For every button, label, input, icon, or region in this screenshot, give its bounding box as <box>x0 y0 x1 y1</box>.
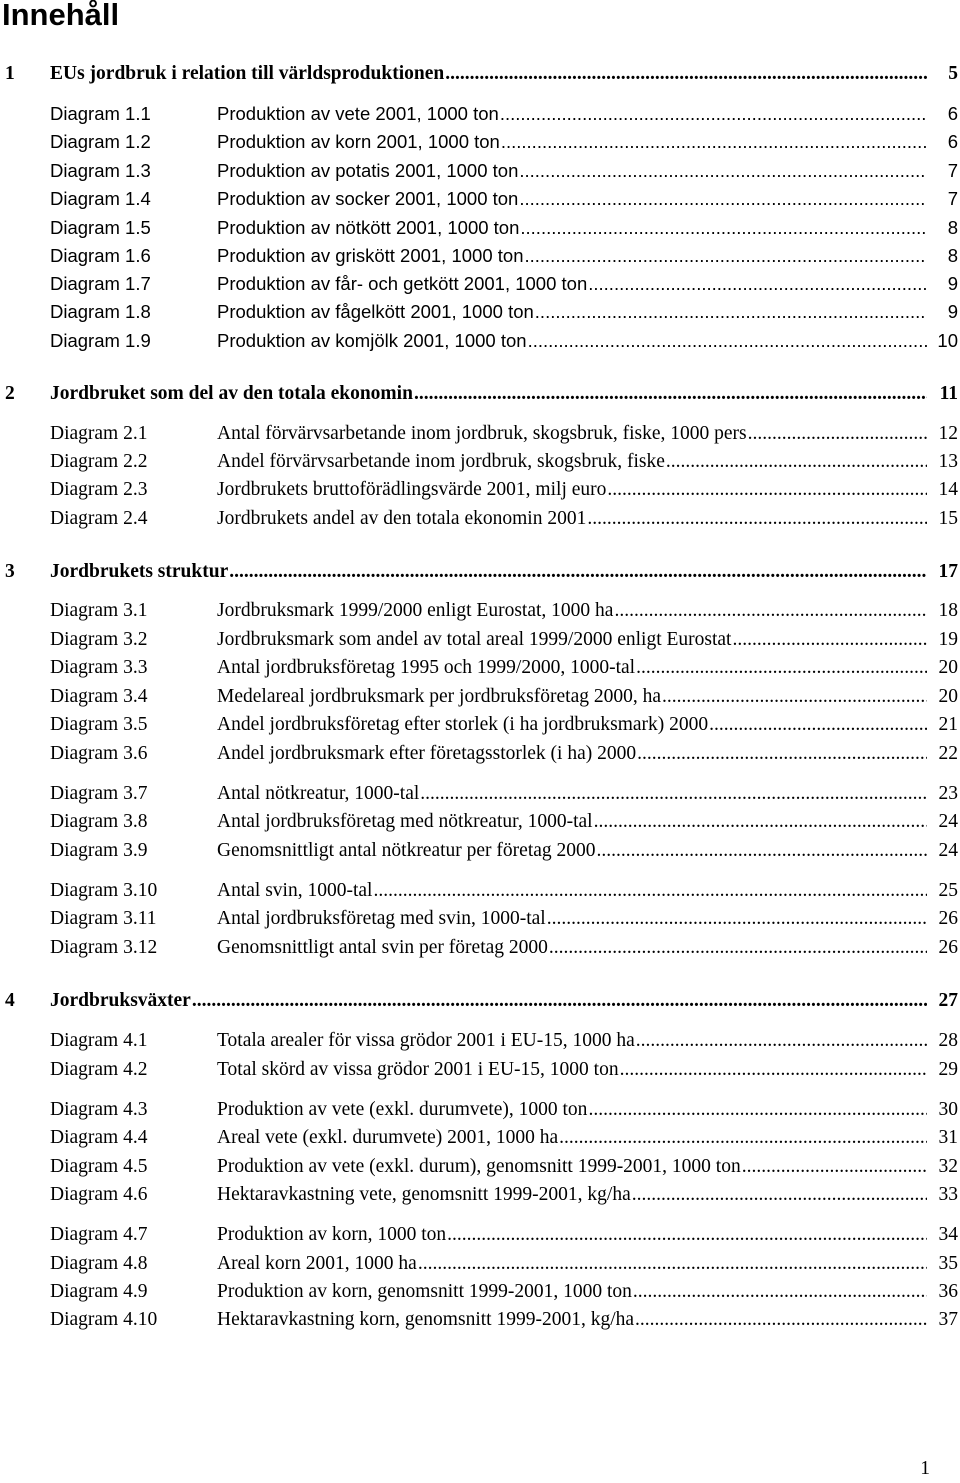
page-number: 34 <box>938 1224 958 1245</box>
diagram-title: Produktion av fågelkött 2001, 1000 ton <box>217 301 534 322</box>
dot-leader <box>229 558 927 586</box>
page-number: 33 <box>938 1184 958 1205</box>
page-title: Innehåll <box>2 0 120 32</box>
page-number: 29 <box>938 1059 958 1080</box>
entry-title-with-leader <box>217 740 927 768</box>
diagram-number: Diagram 1.5 <box>50 217 151 238</box>
entry-title-with-leader <box>217 711 927 739</box>
page-number: 27 <box>938 990 958 1011</box>
diagram-number: Diagram 3.10 <box>50 880 158 901</box>
dot-leader <box>373 877 927 905</box>
diagram-title: Areal korn 2001, 1000 ha <box>217 1253 417 1274</box>
diagram-title: Hektaravkastning vete, genomsnitt 1999-2001, kg/ha <box>217 1184 631 1205</box>
entry-title-with-leader <box>217 327 927 355</box>
diagram-number: Diagram 2.1 <box>50 423 148 444</box>
entry-title-with-leader <box>217 1056 927 1084</box>
diagram-title: Antal jordbruksföretag med svin, 1000-tal <box>217 908 546 929</box>
entry-title-with-leader <box>217 270 927 298</box>
diagram-title: Produktion av vete 2001, 1000 ton <box>217 103 499 124</box>
diagram-number: Diagram 4.10 <box>50 1309 158 1330</box>
entry-title-with-leader <box>217 420 927 448</box>
toc-diagram-entry[interactable] <box>0 654 960 682</box>
diagram-number: Diagram 3.3 <box>50 657 148 678</box>
page-number: 32 <box>938 1156 958 1177</box>
toc-section-entry[interactable] <box>0 987 960 1015</box>
diagram-title: Antal jordbruksföretag 1995 och 1999/2000, 1000-tal <box>217 657 636 678</box>
toc-diagram-entry[interactable] <box>0 1027 960 1055</box>
toc-diagram-entry[interactable] <box>0 185 960 213</box>
dot-leader <box>414 380 927 408</box>
diagram-number: Diagram 4.9 <box>50 1281 148 1302</box>
entry-title-with-leader <box>217 242 927 270</box>
diagram-number: Diagram 1.7 <box>50 273 151 294</box>
dot-leader <box>633 1278 927 1306</box>
page-number: 5 <box>948 63 958 84</box>
toc-diagram-entry[interactable] <box>0 808 960 836</box>
dot-leader <box>732 626 927 654</box>
dot-leader <box>447 1221 927 1249</box>
toc-diagram-entry[interactable] <box>0 157 960 185</box>
toc-diagram-entry[interactable] <box>0 1153 960 1181</box>
diagram-number: Diagram 3.9 <box>50 840 148 861</box>
dot-leader <box>528 327 927 355</box>
toc-diagram-entry[interactable] <box>0 448 960 476</box>
entry-title-with-leader <box>217 780 927 808</box>
section-number: 3 <box>5 561 15 582</box>
entry-title-with-leader <box>217 128 927 156</box>
diagram-number: Diagram 4.2 <box>50 1059 148 1080</box>
dot-leader <box>500 100 927 128</box>
diagram-title: Genomsnittligt antal nötkreatur per företag 2000 <box>217 840 596 861</box>
toc-diagram-entry[interactable] <box>0 740 960 768</box>
entry-title-with-leader <box>217 1278 927 1306</box>
diagram-number: Diagram 3.4 <box>50 686 148 707</box>
entry-title-with-leader <box>217 1096 927 1124</box>
entry-title-with-leader <box>217 837 927 865</box>
diagram-title: Produktion av korn, genomsnitt 1999-2001, 1000 ton <box>217 1281 632 1302</box>
dot-leader <box>748 420 927 448</box>
entry-title-with-leader <box>217 1221 927 1249</box>
diagram-number: Diagram 1.3 <box>50 160 151 181</box>
toc-diagram-entry[interactable] <box>0 780 960 808</box>
diagram-title: Produktion av vete (exkl. durumvete), 1000 ton <box>217 1099 588 1120</box>
diagram-title: Andel förvärvsarbetande inom jordbruk, skogsbruk, fiske <box>217 451 665 472</box>
footer-page-number: 1 <box>920 1458 930 1479</box>
dot-leader <box>620 1056 927 1084</box>
entry-title-with-leader <box>217 157 927 185</box>
dot-leader <box>519 157 927 185</box>
entry-title-with-leader <box>217 100 927 128</box>
toc-diagram-entry[interactable] <box>0 837 960 865</box>
toc-diagram-entry[interactable] <box>0 420 960 448</box>
dot-leader <box>594 808 927 836</box>
diagram-number: Diagram 4.5 <box>50 1156 148 1177</box>
dot-leader <box>535 298 927 326</box>
page-number: 15 <box>938 508 958 529</box>
diagram-title: Andel jordbruksmark efter företagsstorlek (i ha) 2000 <box>217 743 637 764</box>
entry-title-with-leader <box>217 1153 927 1181</box>
diagram-number: Diagram 1.8 <box>50 301 151 322</box>
diagram-number: Diagram 3.12 <box>50 937 158 958</box>
diagram-title: Produktion av korn 2001, 1000 ton <box>217 131 500 152</box>
toc-diagram-entry[interactable] <box>0 327 960 355</box>
toc-diagram-entry[interactable] <box>0 128 960 156</box>
diagram-title: Jordbruksmark 1999/2000 enligt Eurostat, 1000 ha <box>217 600 614 621</box>
toc-diagram-entry[interactable] <box>0 934 960 962</box>
diagram-number: Diagram 3.11 <box>50 908 157 929</box>
page-number: 26 <box>938 937 958 958</box>
toc-diagram-entry[interactable] <box>0 298 960 326</box>
dot-leader <box>520 214 927 242</box>
page-number: 31 <box>938 1127 958 1148</box>
entry-title-with-leader <box>217 1181 927 1209</box>
section-title: Jordbruket som del av den totala ekonomin <box>50 383 413 404</box>
diagram-number: Diagram 3.2 <box>50 629 148 650</box>
toc-diagram-entry[interactable] <box>0 1124 960 1152</box>
page-number: 30 <box>938 1099 958 1120</box>
dot-leader <box>549 934 927 962</box>
diagram-number: Diagram 3.7 <box>50 783 148 804</box>
diagram-title: Antal svin, 1000-tal <box>217 880 373 901</box>
page-number: 8 <box>947 217 958 238</box>
page-number: 13 <box>938 451 958 472</box>
dot-leader <box>192 987 927 1015</box>
diagram-number: Diagram 3.1 <box>50 600 148 621</box>
entry-title-with-leader <box>217 905 927 933</box>
diagram-number: Diagram 4.6 <box>50 1184 148 1205</box>
entry-title-with-leader <box>217 683 927 711</box>
dot-leader <box>587 505 927 533</box>
toc-diagram-entry[interactable] <box>0 1221 960 1249</box>
page-number: 24 <box>938 811 958 832</box>
page-number: 6 <box>947 131 958 152</box>
dot-leader <box>588 1096 927 1124</box>
page-number: 22 <box>938 743 958 764</box>
toc-diagram-entry[interactable] <box>0 505 960 533</box>
entry-title-with-leader <box>217 298 927 326</box>
entry-title-with-leader <box>50 380 927 408</box>
entry-title-with-leader <box>217 654 927 682</box>
page-number: 20 <box>938 686 958 707</box>
toc-diagram-entry[interactable] <box>0 100 960 128</box>
diagram-number: Diagram 1.2 <box>50 131 151 152</box>
entry-title-with-leader <box>217 448 927 476</box>
diagram-title: Antal förvärvsarbetande inom jordbruk, skogsbruk, fiske, 1000 pers <box>217 423 747 444</box>
diagram-title: Jordbrukets andel av den totala ekonomin 2001 <box>217 508 587 529</box>
page-number: 35 <box>938 1253 958 1274</box>
entry-title-with-leader <box>50 60 927 88</box>
diagram-title: Andel jordbruksföretag efter storlek (i ha jordbruksmark) 2000 <box>217 714 709 735</box>
entry-title-with-leader <box>217 1306 927 1334</box>
diagram-number: Diagram 2.2 <box>50 451 148 472</box>
section-number: 2 <box>5 383 15 404</box>
diagram-number: Diagram 4.3 <box>50 1099 148 1120</box>
toc-diagram-entry[interactable] <box>0 683 960 711</box>
dot-leader <box>632 1181 927 1209</box>
toc-diagram-entry[interactable] <box>0 242 960 270</box>
dot-leader <box>559 1124 927 1152</box>
toc-diagram-entry[interactable] <box>0 1056 960 1084</box>
page-number: 11 <box>939 383 958 404</box>
toc-diagram-entry[interactable] <box>0 1181 960 1209</box>
dot-leader <box>637 740 927 768</box>
diagram-number: Diagram 2.3 <box>50 479 148 500</box>
toc-diagram-entry[interactable] <box>0 1096 960 1124</box>
page-number: 23 <box>938 783 958 804</box>
dot-leader <box>742 1153 927 1181</box>
dot-leader <box>636 654 927 682</box>
entry-title-with-leader <box>50 987 927 1015</box>
entry-title-with-leader <box>217 808 927 836</box>
page-number: 26 <box>938 908 958 929</box>
diagram-number: Diagram 1.6 <box>50 245 151 266</box>
dot-leader <box>709 711 927 739</box>
diagram-number: Diagram 4.8 <box>50 1253 148 1274</box>
page-number: 21 <box>938 714 958 735</box>
page-number: 9 <box>947 273 958 294</box>
diagram-title: Hektaravkastning korn, genomsnitt 1999-2001, kg/ha <box>217 1309 635 1330</box>
entry-title-with-leader <box>217 1027 927 1055</box>
diagram-title: Produktion av socker 2001, 1000 ton <box>217 188 519 209</box>
page-number: 12 <box>938 423 958 444</box>
section-title: Jordbrukets struktur <box>50 561 229 582</box>
diagram-title: Produktion av vete (exkl. durum), genomsnitt 1999-2001, 1000 ton <box>217 1156 741 1177</box>
entry-title-with-leader <box>217 1124 927 1152</box>
diagram-number: Diagram 4.7 <box>50 1224 148 1245</box>
toc-section-entry[interactable] <box>0 558 960 586</box>
diagram-title: Jordbruksmark som andel av total areal 1999/2000 enligt Eurostat <box>217 629 732 650</box>
toc-diagram-entry[interactable] <box>0 877 960 905</box>
diagram-title: Produktion av får- och getkött 2001, 1000 ton <box>217 273 588 294</box>
entry-title-with-leader <box>217 1250 927 1278</box>
dot-leader <box>547 905 927 933</box>
toc-diagram-entry[interactable] <box>0 214 960 242</box>
dot-leader <box>636 1027 927 1055</box>
entry-title-with-leader <box>217 505 927 533</box>
section-title: Jordbruksväxter <box>50 990 191 1011</box>
dot-leader <box>635 1306 927 1334</box>
page-number: 17 <box>938 561 958 582</box>
diagram-number: Diagram 3.8 <box>50 811 148 832</box>
page-number: 6 <box>947 103 958 124</box>
section-number: 1 <box>5 63 15 84</box>
entry-title-with-leader <box>217 185 927 213</box>
page-number: 37 <box>938 1309 958 1330</box>
dot-leader <box>418 1250 927 1278</box>
toc-section-entry[interactable] <box>0 380 960 408</box>
dot-leader <box>501 128 927 156</box>
diagram-title: Jordbrukets bruttoförädlingsvärde 2001, milj euro <box>217 479 607 500</box>
page-number: 36 <box>938 1281 958 1302</box>
dot-leader <box>597 837 927 865</box>
diagram-number: Diagram 3.6 <box>50 743 148 764</box>
dot-leader <box>519 185 927 213</box>
page-number: 19 <box>938 629 958 650</box>
diagram-number: Diagram 2.4 <box>50 508 148 529</box>
toc-diagram-entry[interactable] <box>0 476 960 504</box>
dot-leader <box>588 270 927 298</box>
toc-diagram-entry[interactable] <box>0 711 960 739</box>
diagram-title: Totala arealer för vissa grödor 2001 i EU-15, 1000 ha <box>217 1030 635 1051</box>
section-number: 4 <box>5 990 15 1011</box>
dot-leader <box>445 60 927 88</box>
diagram-number: Diagram 1.9 <box>50 330 151 351</box>
toc-diagram-entry[interactable] <box>0 597 960 625</box>
diagram-title: Antal jordbruksföretag med nötkreatur, 1000-tal <box>217 811 593 832</box>
diagram-title: Genomsnittligt antal svin per företag 2000 <box>217 937 548 958</box>
diagram-number: Diagram 4.1 <box>50 1030 148 1051</box>
diagram-number: Diagram 1.4 <box>50 188 151 209</box>
page-number: 10 <box>937 330 958 351</box>
diagram-title: Produktion av komjölk 2001, 1000 ton <box>217 330 527 351</box>
diagram-title: Total skörd av vissa grödor 2001 i EU-15, 1000 ton <box>217 1059 619 1080</box>
dot-leader <box>524 242 927 270</box>
page-number: 20 <box>938 657 958 678</box>
diagram-title: Produktion av nötkött 2001, 1000 ton <box>217 217 520 238</box>
dot-leader <box>420 780 927 808</box>
toc-diagram-entry[interactable] <box>0 626 960 654</box>
diagram-title: Produktion av korn, 1000 ton <box>217 1224 447 1245</box>
toc-diagram-entry[interactable] <box>0 905 960 933</box>
diagram-number: Diagram 3.5 <box>50 714 148 735</box>
toc-diagram-entry[interactable] <box>0 270 960 298</box>
toc-diagram-entry[interactable] <box>0 1250 960 1278</box>
dot-leader <box>666 448 927 476</box>
diagram-title: Produktion av potatis 2001, 1000 ton <box>217 160 519 181</box>
dot-leader <box>662 683 927 711</box>
entry-title-with-leader <box>217 214 927 242</box>
toc-section-entry[interactable] <box>0 60 960 88</box>
page-number: 14 <box>938 479 958 500</box>
diagram-number: Diagram 1.1 <box>50 103 151 124</box>
page-number: 25 <box>938 880 958 901</box>
diagram-number: Diagram 4.4 <box>50 1127 148 1148</box>
entry-title-with-leader <box>217 626 927 654</box>
entry-title-with-leader <box>217 476 927 504</box>
entry-title-with-leader <box>217 597 927 625</box>
page-number: 8 <box>947 245 958 266</box>
diagram-title: Areal vete (exkl. durumvete) 2001, 1000 ha <box>217 1127 559 1148</box>
section-title: EUs jordbruk i relation till världsproduktionen <box>50 63 445 84</box>
dot-leader <box>607 476 927 504</box>
diagram-title: Antal nötkreatur, 1000-tal <box>217 783 420 804</box>
entry-title-with-leader <box>217 934 927 962</box>
page-number: 24 <box>938 840 958 861</box>
page-number: 7 <box>947 188 958 209</box>
page-number: 18 <box>938 600 958 621</box>
page-number: 7 <box>947 160 958 181</box>
toc-diagram-entry[interactable] <box>0 1306 960 1334</box>
entry-title-with-leader <box>217 877 927 905</box>
page-number: 9 <box>947 301 958 322</box>
diagram-title: Produktion av griskött 2001, 1000 ton <box>217 245 524 266</box>
dot-leader <box>614 597 927 625</box>
page-number: 28 <box>938 1030 958 1051</box>
diagram-title: Medelareal jordbruksmark per jordbruksföretag 2000, ha <box>217 686 662 707</box>
entry-title-with-leader <box>50 558 927 586</box>
toc-diagram-entry[interactable] <box>0 1278 960 1306</box>
